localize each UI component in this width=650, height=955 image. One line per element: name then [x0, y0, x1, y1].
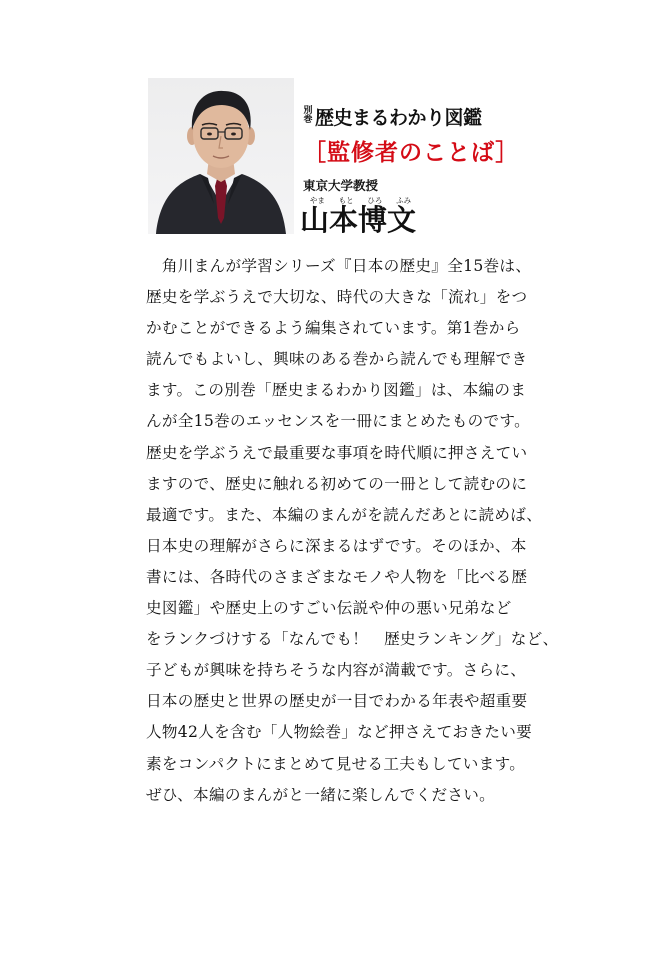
- author-portrait-photo: [148, 78, 294, 234]
- body-line: 最適です。また、本編のまんがを読んだあとに読めば、: [146, 505, 543, 524]
- body-line: ます。この別巻「歴史まるわかり図鑑」は、本編のま: [146, 381, 527, 400]
- supervisor-message-body: [146, 248, 559, 808]
- body-line: 人物42人を含む「人物絵巻」など押さえておきたい要: [146, 723, 532, 742]
- series-prefix: 別巻: [303, 106, 313, 125]
- body-line: 歴史を学ぶうえで最重要な事項を時代順に押さえてい: [146, 443, 528, 462]
- body-line: 角川まんが学習シリーズ『日本の歴史』全15巻は、: [146, 257, 532, 275]
- body-line: 素をコンパクトにまとめて見せる工夫もしています。: [146, 754, 526, 773]
- body-line: 子どもが興味を持ちそうな内容が満載です。さらに、: [146, 661, 527, 680]
- body-line: ますので、歴史に触れる初めての一冊として読むのに: [146, 474, 528, 493]
- author-reading-syllable: ふみ: [396, 196, 412, 205]
- author-reading-syllable: もと: [338, 196, 354, 205]
- book-header: [303, 102, 519, 167]
- body-line: 読んでもよいし、興味のある巻から読んでも理解でき: [146, 350, 528, 369]
- section-title: ［監修者のことば］: [303, 139, 520, 166]
- body-line: 日本史の理解がさらに深まるはずです。そのほか、本: [146, 536, 527, 555]
- author-affiliation: 東京大学教授: [303, 178, 379, 193]
- body-line: 史図鑑」や歴史上のすごい伝説や仲の悪い兄弟など: [146, 599, 512, 618]
- body-line: 書には、各時代のさまざまなモノや人物を「比べる歴: [146, 567, 528, 586]
- portrait-illustration: [148, 78, 294, 234]
- author-reading-syllable: やま: [309, 196, 325, 205]
- body-line: をランクづけする「なんでも！ 歴史ランキング」など、: [146, 630, 559, 649]
- series-title: 歴史まるわかり図鑑: [315, 106, 482, 129]
- body-line: 歴史を学ぶうえで大切な、時代の大きな「流れ」をつ: [146, 288, 528, 307]
- body-line: かむことができるよう編集されています。第1巻から: [146, 319, 521, 338]
- author-name: 山本博文: [300, 203, 417, 237]
- body-line: 日本の歴史と世界の歴史が一目でわかる年表や超重要: [146, 692, 528, 711]
- series-title-row: [303, 102, 519, 130]
- author-reading-syllable: ひろ: [367, 196, 383, 205]
- body-line: んが全15巻のエッセンスを一冊にまとめたものです。: [146, 412, 530, 431]
- body-line: ぜひ、本編のまんがと一緒に楽しんでください。: [146, 785, 496, 804]
